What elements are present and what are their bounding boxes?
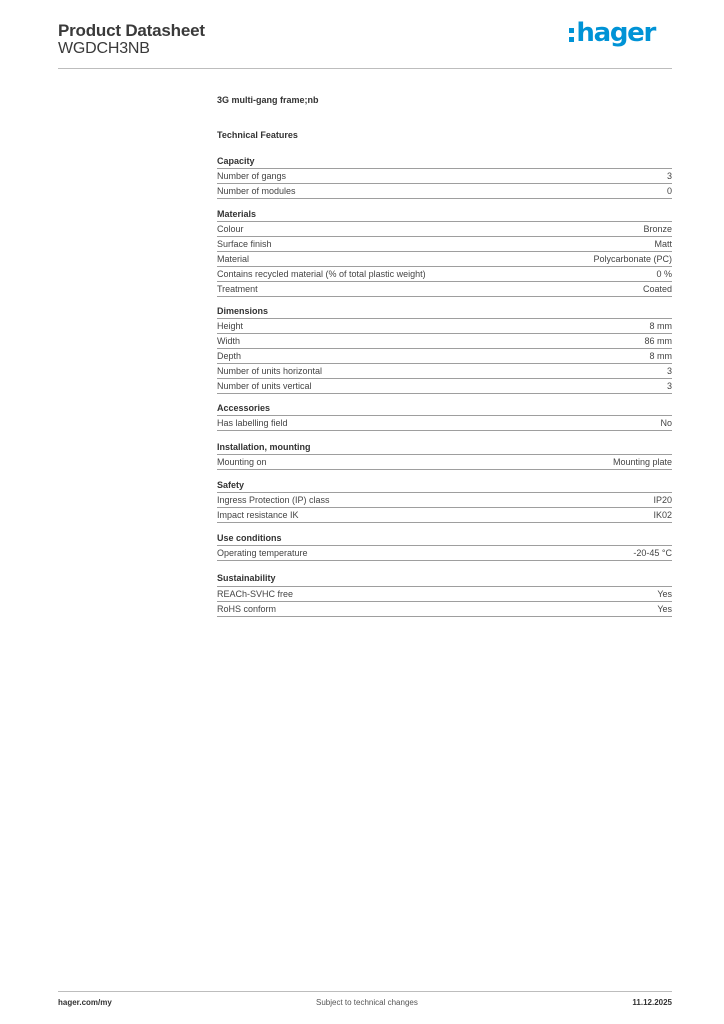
section-dimensions: [217, 305, 672, 394]
spec-label: Material: [217, 254, 250, 264]
section-title: Capacity: [217, 155, 672, 169]
spec-row: [217, 587, 672, 602]
section-title: Safety: [217, 479, 672, 493]
spec-value: Yes: [657, 604, 672, 614]
spec-value: 86 mm: [644, 336, 672, 346]
hager-logo: [569, 18, 655, 48]
spec-row: [217, 267, 672, 282]
page-footer: [58, 998, 672, 1010]
spec-value: Matt: [654, 239, 672, 249]
spec-value: 0: [666, 186, 672, 196]
section-use-conditions: [217, 532, 672, 561]
spec-row: [217, 416, 672, 431]
spec-row: [217, 493, 672, 508]
footer-divider: [58, 991, 672, 992]
spec-row: [217, 319, 672, 334]
spec-label: Mounting on: [217, 457, 267, 467]
logo-dots-icon: [569, 28, 574, 42]
spec-row: [217, 379, 672, 394]
product-name: 3G multi-gang frame;nb: [217, 95, 319, 105]
spec-row: [217, 334, 672, 349]
section-safety: [217, 479, 672, 523]
spec-label: Colour: [217, 224, 244, 234]
spec-value: 8 mm: [649, 321, 672, 331]
section-title: Accessories: [217, 402, 672, 416]
spec-label: Number of gangs: [217, 171, 287, 181]
spec-row: [217, 222, 672, 237]
section-title: Dimensions: [217, 305, 672, 319]
spec-label: Treatment: [217, 284, 258, 294]
spec-label: Number of units horizontal: [217, 366, 323, 376]
spec-value: Coated: [642, 284, 672, 294]
spec-value: Bronze: [643, 224, 672, 234]
spec-label: Ingress Protection (IP) class: [217, 495, 330, 505]
section-title: Sustainability: [217, 572, 672, 587]
logo-text: hager: [576, 18, 655, 48]
spec-value: 3: [666, 366, 672, 376]
section-materials: [217, 208, 672, 297]
spec-row: [217, 508, 672, 523]
spec-label: Contains recycled material (% of total plastic weight): [217, 269, 426, 279]
spec-label: Number of units vertical: [217, 381, 312, 391]
section-sustainability: [217, 572, 672, 617]
spec-label: Surface finish: [217, 239, 272, 249]
spec-label: Number of modules: [217, 186, 296, 196]
spec-label: Depth: [217, 351, 242, 361]
spec-row: [217, 364, 672, 379]
product-code: WGDCH3NB: [58, 40, 150, 57]
spec-row: [217, 546, 672, 561]
section-title: Installation, mounting: [217, 441, 672, 455]
spec-value: Yes: [657, 589, 672, 599]
spec-value: IK02: [653, 510, 672, 520]
spec-row: [217, 455, 672, 470]
spec-label: REACh-SVHC free: [217, 589, 294, 599]
section-title: Materials: [217, 208, 672, 222]
spec-value: 3: [666, 381, 672, 391]
footer-date: 11.12.2025: [632, 998, 672, 1007]
page-header: [58, 20, 672, 69]
footer-website-link[interactable]: hager.com/my: [58, 998, 112, 1007]
footer-notice: Subject to technical changes: [316, 998, 418, 1007]
spec-value: -20-45 °C: [633, 548, 672, 558]
spec-label: Height: [217, 321, 244, 331]
section-accessories: [217, 402, 672, 431]
spec-label: Width: [217, 336, 241, 346]
header-divider: [58, 68, 672, 69]
document-title: Product Datasheet: [58, 21, 205, 40]
spec-value: IP20: [653, 495, 672, 505]
spec-row: [217, 237, 672, 252]
section-capacity: [217, 155, 672, 199]
spec-row: [217, 252, 672, 267]
spec-row: [217, 169, 672, 184]
spec-label: Has labelling field: [217, 418, 288, 428]
spec-row: [217, 184, 672, 199]
spec-value: 0 %: [656, 269, 672, 279]
spec-value: Polycarbonate (PC): [593, 254, 672, 264]
section-installation-mounting: [217, 441, 672, 470]
spec-value: Mounting plate: [612, 457, 672, 467]
spec-label: Impact resistance IK: [217, 510, 299, 520]
spec-row: [217, 602, 672, 617]
spec-label: Operating temperature: [217, 548, 308, 558]
spec-value: No: [660, 418, 672, 428]
technical-features-heading: Technical Features: [217, 130, 298, 140]
spec-row: [217, 349, 672, 364]
spec-value: 8 mm: [649, 351, 672, 361]
spec-value: 3: [666, 171, 672, 181]
spec-label: RoHS conform: [217, 604, 277, 614]
spec-row: [217, 282, 672, 297]
section-title: Use conditions: [217, 532, 672, 546]
